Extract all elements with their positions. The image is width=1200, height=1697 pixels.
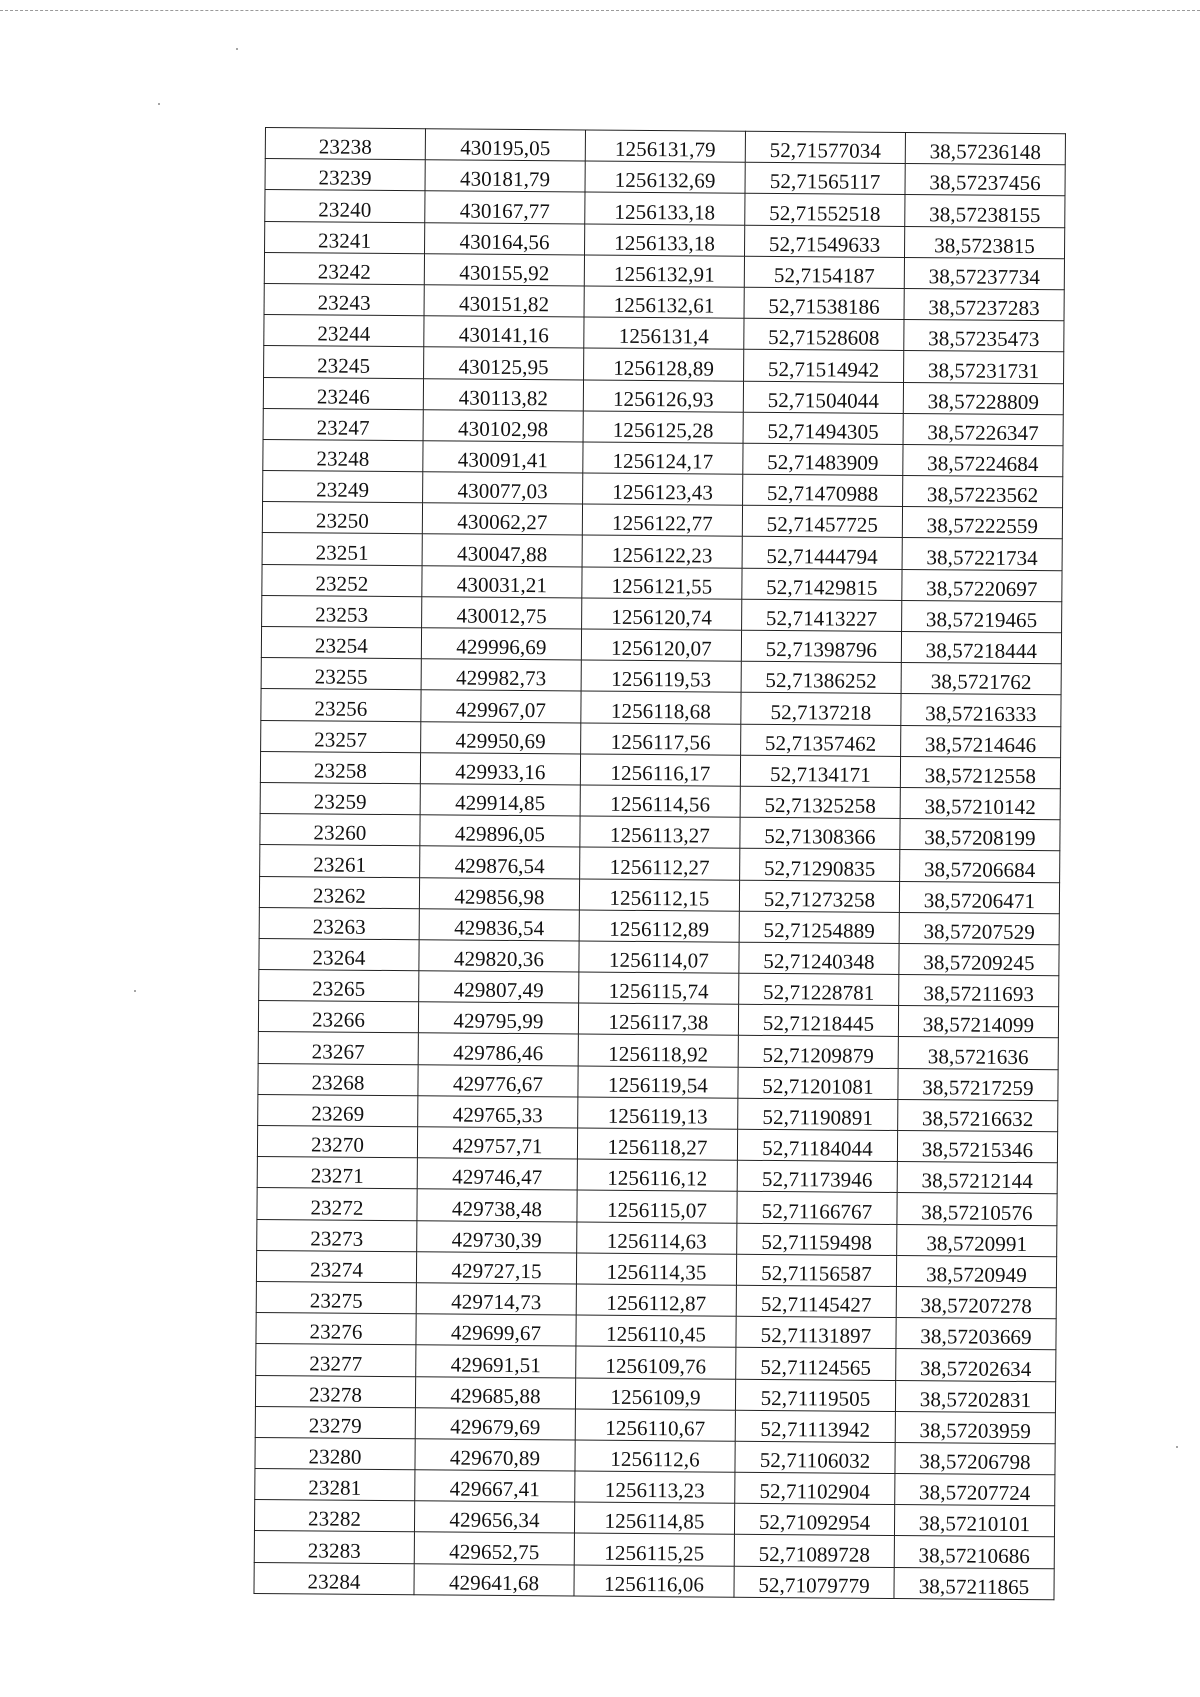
x-coordinate-cell: 430102,98 bbox=[423, 409, 583, 441]
point-number-cell: 23260 bbox=[260, 814, 420, 846]
scan-top-edge bbox=[0, 10, 1200, 11]
x-coordinate-cell: 430125,95 bbox=[424, 347, 584, 379]
longitude-cell: 38,57203669 bbox=[896, 1318, 1056, 1350]
point-number-cell: 23271 bbox=[257, 1157, 417, 1189]
point-number-cell: 23250 bbox=[262, 502, 422, 534]
y-coordinate-cell: 1256119,53 bbox=[581, 660, 741, 692]
x-coordinate-cell: 429933,16 bbox=[420, 752, 580, 784]
y-coordinate-cell: 1256132,69 bbox=[585, 161, 745, 193]
longitude-cell: 38,5720991 bbox=[897, 1224, 1057, 1256]
longitude-cell: 38,57214646 bbox=[901, 725, 1061, 757]
longitude-cell: 38,57221734 bbox=[902, 538, 1062, 570]
longitude-cell: 38,5720949 bbox=[896, 1255, 1056, 1287]
longitude-cell: 38,57217259 bbox=[898, 1068, 1058, 1100]
point-number-cell: 23249 bbox=[263, 471, 423, 503]
x-coordinate-cell: 430195,05 bbox=[425, 129, 585, 161]
point-number-cell: 23257 bbox=[261, 720, 421, 752]
latitude-cell: 52,7134171 bbox=[740, 755, 900, 787]
longitude-cell: 38,57207724 bbox=[895, 1474, 1055, 1506]
x-coordinate-cell: 430077,03 bbox=[423, 472, 583, 504]
longitude-cell: 38,57206798 bbox=[895, 1442, 1055, 1474]
point-number-cell: 23259 bbox=[260, 782, 420, 814]
latitude-cell: 52,71228781 bbox=[739, 973, 899, 1005]
longitude-cell: 38,57237734 bbox=[904, 257, 1064, 289]
x-coordinate-cell: 429914,85 bbox=[420, 784, 580, 816]
scan-speck bbox=[236, 48, 238, 50]
point-number-cell: 23281 bbox=[255, 1469, 415, 1501]
y-coordinate-cell: 1256109,9 bbox=[575, 1377, 735, 1409]
longitude-cell: 38,57224684 bbox=[903, 444, 1063, 476]
longitude-cell: 38,57237456 bbox=[905, 164, 1065, 196]
point-number-cell: 23266 bbox=[258, 1001, 418, 1033]
y-coordinate-cell: 1256124,17 bbox=[583, 442, 743, 474]
point-number-cell: 23242 bbox=[264, 252, 424, 284]
x-coordinate-cell: 430141,16 bbox=[424, 316, 584, 348]
longitude-cell: 38,57212558 bbox=[900, 756, 1060, 788]
point-number-cell: 23244 bbox=[264, 315, 424, 347]
y-coordinate-cell: 1256110,67 bbox=[575, 1409, 735, 1441]
point-number-cell: 23245 bbox=[264, 346, 424, 378]
latitude-cell: 52,71413227 bbox=[742, 599, 902, 631]
longitude-cell: 38,57212144 bbox=[897, 1162, 1057, 1194]
latitude-cell: 52,71113942 bbox=[735, 1410, 895, 1442]
x-coordinate-cell: 429699,67 bbox=[416, 1314, 576, 1346]
x-coordinate-cell: 429727,15 bbox=[416, 1251, 576, 1283]
y-coordinate-cell: 1256113,27 bbox=[580, 816, 740, 848]
y-coordinate-cell: 1256112,87 bbox=[576, 1284, 736, 1316]
point-number-cell: 23243 bbox=[264, 283, 424, 315]
y-coordinate-cell: 1256114,07 bbox=[579, 941, 739, 973]
latitude-cell: 52,71386252 bbox=[741, 661, 901, 693]
x-coordinate-cell: 429876,54 bbox=[420, 846, 580, 878]
y-coordinate-cell: 1256116,12 bbox=[577, 1159, 737, 1191]
x-coordinate-cell: 429656,34 bbox=[414, 1501, 574, 1533]
x-coordinate-cell: 429982,73 bbox=[421, 659, 581, 691]
longitude-cell: 38,57206684 bbox=[900, 850, 1060, 882]
x-coordinate-cell: 429836,54 bbox=[419, 908, 579, 940]
x-coordinate-cell: 429691,51 bbox=[416, 1345, 576, 1377]
latitude-cell: 52,71483909 bbox=[743, 443, 903, 475]
latitude-cell: 52,71131897 bbox=[736, 1316, 896, 1348]
x-coordinate-cell: 429641,68 bbox=[414, 1563, 574, 1595]
y-coordinate-cell: 1256109,76 bbox=[576, 1346, 736, 1378]
longitude-cell: 38,57215346 bbox=[897, 1130, 1057, 1162]
point-number-cell: 23252 bbox=[262, 564, 422, 596]
x-coordinate-cell: 429730,39 bbox=[417, 1220, 577, 1252]
x-coordinate-cell: 430164,56 bbox=[425, 222, 585, 254]
y-coordinate-cell: 1256132,91 bbox=[584, 255, 744, 287]
x-coordinate-cell: 429746,47 bbox=[417, 1158, 577, 1190]
point-number-cell: 23254 bbox=[261, 626, 421, 658]
longitude-cell: 38,57219465 bbox=[902, 600, 1062, 632]
longitude-cell: 38,57235473 bbox=[904, 320, 1064, 352]
point-number-cell: 23280 bbox=[255, 1437, 415, 1469]
latitude-cell: 52,71444794 bbox=[742, 537, 902, 569]
point-number-cell: 23267 bbox=[258, 1032, 418, 1064]
y-coordinate-cell: 1256118,27 bbox=[577, 1128, 737, 1160]
point-number-cell: 23269 bbox=[258, 1094, 418, 1126]
latitude-cell: 52,71549633 bbox=[745, 225, 905, 257]
longitude-cell: 38,57203959 bbox=[895, 1411, 1055, 1443]
latitude-cell: 52,71398796 bbox=[741, 630, 901, 662]
latitude-cell: 52,71159498 bbox=[737, 1223, 897, 1255]
point-number-cell: 23261 bbox=[260, 845, 420, 877]
x-coordinate-cell: 430151,82 bbox=[424, 285, 584, 317]
point-number-cell: 23284 bbox=[254, 1562, 414, 1594]
longitude-cell: 38,57210686 bbox=[894, 1536, 1054, 1568]
latitude-cell: 52,71079779 bbox=[734, 1566, 894, 1598]
y-coordinate-cell: 1256112,15 bbox=[579, 878, 739, 910]
y-coordinate-cell: 1256119,54 bbox=[578, 1066, 738, 1098]
latitude-cell: 52,71145427 bbox=[736, 1285, 896, 1317]
latitude-cell: 52,7154187 bbox=[744, 256, 904, 288]
point-number-cell: 23279 bbox=[255, 1406, 415, 1438]
y-coordinate-cell: 1256112,6 bbox=[575, 1440, 735, 1472]
longitude-cell: 38,57220697 bbox=[902, 569, 1062, 601]
y-coordinate-cell: 1256118,92 bbox=[578, 1034, 738, 1066]
point-number-cell: 23239 bbox=[265, 159, 425, 191]
coordinates-table-body bbox=[254, 128, 1065, 1600]
point-number-cell: 23241 bbox=[265, 221, 425, 253]
y-coordinate-cell: 1256123,43 bbox=[583, 473, 743, 505]
x-coordinate-cell: 429807,49 bbox=[419, 971, 579, 1003]
point-number-cell: 23277 bbox=[256, 1344, 416, 1376]
longitude-cell: 38,5721762 bbox=[901, 663, 1061, 695]
x-coordinate-cell: 429967,07 bbox=[421, 690, 581, 722]
latitude-cell: 52,71173946 bbox=[737, 1160, 897, 1192]
y-coordinate-cell: 1256128,89 bbox=[584, 348, 744, 380]
x-coordinate-cell: 430031,21 bbox=[422, 565, 582, 597]
longitude-cell: 38,57210576 bbox=[897, 1193, 1057, 1225]
x-coordinate-cell: 429714,73 bbox=[416, 1283, 576, 1315]
latitude-cell: 52,71308366 bbox=[740, 817, 900, 849]
point-number-cell: 23238 bbox=[265, 128, 425, 160]
y-coordinate-cell: 1256125,28 bbox=[583, 411, 743, 443]
point-number-cell: 23247 bbox=[263, 408, 423, 440]
latitude-cell: 52,71166767 bbox=[737, 1192, 897, 1224]
x-coordinate-cell: 429670,89 bbox=[415, 1439, 575, 1471]
point-number-cell: 23263 bbox=[259, 907, 419, 939]
scan-speck bbox=[1176, 1446, 1178, 1448]
x-coordinate-cell: 430181,79 bbox=[425, 160, 585, 192]
latitude-cell: 52,71290835 bbox=[740, 849, 900, 881]
latitude-cell: 52,71102904 bbox=[735, 1472, 895, 1504]
x-coordinate-cell: 430047,88 bbox=[422, 534, 582, 566]
x-coordinate-cell: 430167,77 bbox=[425, 191, 585, 223]
x-coordinate-cell: 429667,41 bbox=[415, 1470, 575, 1502]
y-coordinate-cell: 1256132,61 bbox=[584, 286, 744, 318]
longitude-cell: 38,57231731 bbox=[904, 351, 1064, 383]
coordinates-table bbox=[253, 127, 1065, 1600]
longitude-cell: 38,57207529 bbox=[899, 912, 1059, 944]
latitude-cell: 52,71218445 bbox=[738, 1004, 898, 1036]
y-coordinate-cell: 1256114,35 bbox=[576, 1253, 736, 1285]
x-coordinate-cell: 430012,75 bbox=[422, 597, 582, 629]
longitude-cell: 38,57202634 bbox=[896, 1349, 1056, 1381]
latitude-cell: 52,71119505 bbox=[735, 1379, 895, 1411]
latitude-cell: 52,71494305 bbox=[743, 412, 903, 444]
y-coordinate-cell: 1256119,13 bbox=[578, 1097, 738, 1129]
x-coordinate-cell: 429950,69 bbox=[421, 721, 581, 753]
latitude-cell: 52,71514942 bbox=[744, 350, 904, 382]
y-coordinate-cell: 1256131,4 bbox=[584, 317, 744, 349]
point-number-cell: 23264 bbox=[259, 938, 419, 970]
latitude-cell: 52,71538186 bbox=[744, 287, 904, 319]
longitude-cell: 38,57218444 bbox=[901, 632, 1061, 664]
point-number-cell: 23265 bbox=[259, 970, 419, 1002]
point-number-cell: 23273 bbox=[257, 1219, 417, 1251]
latitude-cell: 52,71089728 bbox=[734, 1535, 894, 1567]
longitude-cell: 38,5721636 bbox=[898, 1037, 1058, 1069]
x-coordinate-cell: 429776,67 bbox=[418, 1064, 578, 1096]
latitude-cell: 52,71325258 bbox=[740, 786, 900, 818]
x-coordinate-cell: 429996,69 bbox=[421, 628, 581, 660]
longitude-cell: 38,57210101 bbox=[894, 1505, 1054, 1537]
latitude-cell: 52,71106032 bbox=[735, 1441, 895, 1473]
x-coordinate-cell: 430062,27 bbox=[422, 503, 582, 535]
y-coordinate-cell: 1256114,85 bbox=[574, 1502, 734, 1534]
x-coordinate-cell: 429679,69 bbox=[415, 1407, 575, 1439]
x-coordinate-cell: 429738,48 bbox=[417, 1189, 577, 1221]
table-row bbox=[254, 1562, 1054, 1599]
x-coordinate-cell: 429856,98 bbox=[419, 877, 579, 909]
point-number-cell: 23240 bbox=[265, 190, 425, 222]
y-coordinate-cell: 1256116,06 bbox=[574, 1565, 734, 1597]
point-number-cell: 23278 bbox=[255, 1375, 415, 1407]
y-coordinate-cell: 1256133,18 bbox=[585, 224, 745, 256]
latitude-cell: 52,71470988 bbox=[743, 474, 903, 506]
longitude-cell: 38,57237283 bbox=[904, 288, 1064, 320]
latitude-cell: 52,71457725 bbox=[742, 506, 902, 538]
point-number-cell: 23282 bbox=[254, 1500, 414, 1532]
longitude-cell: 38,57211693 bbox=[899, 975, 1059, 1007]
longitude-cell: 38,57222559 bbox=[902, 507, 1062, 539]
x-coordinate-cell: 429652,75 bbox=[414, 1532, 574, 1564]
y-coordinate-cell: 1256120,07 bbox=[581, 629, 741, 661]
longitude-cell: 38,57236148 bbox=[905, 133, 1065, 165]
point-number-cell: 23274 bbox=[256, 1250, 416, 1282]
point-number-cell: 23246 bbox=[263, 377, 423, 409]
latitude-cell: 52,71273258 bbox=[739, 880, 899, 912]
latitude-cell: 52,71201081 bbox=[738, 1067, 898, 1099]
longitude-cell: 38,57238155 bbox=[905, 195, 1065, 227]
x-coordinate-cell: 429896,05 bbox=[420, 815, 580, 847]
latitude-cell: 52,71240348 bbox=[739, 942, 899, 974]
point-number-cell: 23248 bbox=[263, 439, 423, 471]
point-number-cell: 23272 bbox=[257, 1188, 417, 1220]
y-coordinate-cell: 1256115,74 bbox=[579, 972, 739, 1004]
longitude-cell: 38,57226347 bbox=[903, 413, 1063, 445]
point-number-cell: 23256 bbox=[261, 689, 421, 721]
longitude-cell: 38,57216632 bbox=[898, 1099, 1058, 1131]
latitude-cell: 52,71209879 bbox=[738, 1036, 898, 1068]
y-coordinate-cell: 1256110,45 bbox=[576, 1315, 736, 1347]
latitude-cell: 52,71565117 bbox=[745, 162, 905, 194]
point-number-cell: 23258 bbox=[260, 751, 420, 783]
longitude-cell: 38,57228809 bbox=[903, 382, 1063, 414]
longitude-cell: 38,57202831 bbox=[895, 1380, 1055, 1412]
latitude-cell: 52,71184044 bbox=[737, 1129, 897, 1161]
y-coordinate-cell: 1256116,17 bbox=[580, 754, 740, 786]
scan-speck bbox=[158, 103, 160, 105]
y-coordinate-cell: 1256126,93 bbox=[583, 380, 743, 412]
y-coordinate-cell: 1256112,27 bbox=[580, 847, 740, 879]
x-coordinate-cell: 430113,82 bbox=[423, 378, 583, 410]
latitude-cell: 52,71552518 bbox=[745, 194, 905, 226]
longitude-cell: 38,57214099 bbox=[898, 1006, 1058, 1038]
longitude-cell: 38,57208199 bbox=[900, 819, 1060, 851]
y-coordinate-cell: 1256112,89 bbox=[579, 910, 739, 942]
y-coordinate-cell: 1256115,07 bbox=[577, 1190, 737, 1222]
longitude-cell: 38,57211865 bbox=[894, 1567, 1054, 1599]
longitude-cell: 38,57209245 bbox=[899, 943, 1059, 975]
latitude-cell: 52,7137218 bbox=[741, 693, 901, 725]
x-coordinate-cell: 429757,71 bbox=[417, 1127, 577, 1159]
point-number-cell: 23262 bbox=[259, 876, 419, 908]
latitude-cell: 52,71190891 bbox=[738, 1098, 898, 1130]
x-coordinate-cell: 429820,36 bbox=[419, 940, 579, 972]
scan-speck bbox=[134, 990, 136, 992]
y-coordinate-cell: 1256133,18 bbox=[585, 192, 745, 224]
y-coordinate-cell: 1256113,23 bbox=[575, 1471, 735, 1503]
latitude-cell: 52,71429815 bbox=[742, 568, 902, 600]
latitude-cell: 52,71254889 bbox=[739, 911, 899, 943]
latitude-cell: 52,71156587 bbox=[736, 1254, 896, 1286]
point-number-cell: 23255 bbox=[261, 658, 421, 690]
longitude-cell: 38,5723815 bbox=[904, 226, 1064, 258]
latitude-cell: 52,71577034 bbox=[745, 131, 905, 163]
y-coordinate-cell: 1256114,56 bbox=[580, 785, 740, 817]
point-number-cell: 23276 bbox=[256, 1313, 416, 1345]
longitude-cell: 38,57223562 bbox=[903, 476, 1063, 508]
x-coordinate-cell: 429786,46 bbox=[418, 1033, 578, 1065]
y-coordinate-cell: 1256117,38 bbox=[578, 1003, 738, 1035]
point-number-cell: 23268 bbox=[258, 1063, 418, 1095]
x-coordinate-cell: 429685,88 bbox=[415, 1376, 575, 1408]
x-coordinate-cell: 430091,41 bbox=[423, 441, 583, 473]
x-coordinate-cell: 429765,33 bbox=[418, 1096, 578, 1128]
x-coordinate-cell: 430155,92 bbox=[424, 254, 584, 286]
latitude-cell: 52,71357462 bbox=[741, 724, 901, 756]
longitude-cell: 38,57207278 bbox=[896, 1286, 1056, 1318]
point-number-cell: 23270 bbox=[257, 1125, 417, 1157]
latitude-cell: 52,71092954 bbox=[734, 1503, 894, 1535]
point-number-cell: 23253 bbox=[262, 595, 422, 627]
x-coordinate-cell: 429795,99 bbox=[418, 1002, 578, 1034]
longitude-cell: 38,57206471 bbox=[899, 881, 1059, 913]
y-coordinate-cell: 1256120,74 bbox=[582, 598, 742, 630]
latitude-cell: 52,71528608 bbox=[744, 318, 904, 350]
point-number-cell: 23275 bbox=[256, 1281, 416, 1313]
y-coordinate-cell: 1256114,63 bbox=[577, 1222, 737, 1254]
point-number-cell: 23283 bbox=[254, 1531, 414, 1563]
point-number-cell: 23251 bbox=[262, 533, 422, 565]
latitude-cell: 52,71124565 bbox=[736, 1348, 896, 1380]
y-coordinate-cell: 1256118,68 bbox=[581, 691, 741, 723]
y-coordinate-cell: 1256117,56 bbox=[581, 723, 741, 755]
y-coordinate-cell: 1256122,23 bbox=[582, 535, 742, 567]
y-coordinate-cell: 1256131,79 bbox=[585, 130, 745, 162]
y-coordinate-cell: 1256115,25 bbox=[574, 1533, 734, 1565]
latitude-cell: 52,71504044 bbox=[743, 381, 903, 413]
longitude-cell: 38,57210142 bbox=[900, 787, 1060, 819]
y-coordinate-cell: 1256122,77 bbox=[582, 504, 742, 536]
y-coordinate-cell: 1256121,55 bbox=[582, 567, 742, 599]
longitude-cell: 38,57216333 bbox=[901, 694, 1061, 726]
